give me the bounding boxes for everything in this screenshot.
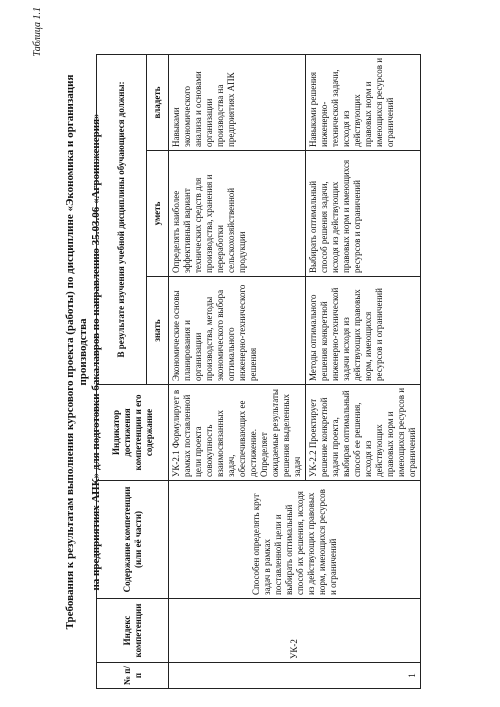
row-num: 1	[169, 663, 421, 689]
master-1: Навыками экономического анализа и основами организации производства на предприятиях АПК	[169, 55, 306, 151]
row-content: Способен определять круг задач в рамках поставленной цели и выбирать оптимальный способ их решения, исходя из действующих правовых норм, имеющихся ресурсов и ограничений	[169, 481, 421, 599]
title-line-2: на предприятиях АПК» для подготовки бакалавров по направлению 35.03.06 «Агроинженерия»	[90, 113, 102, 591]
header-code: Индекс компетенции	[97, 599, 169, 663]
can-1: Определять наиболее эффективный вариант технических средств для производства, хранения и переработки сельскохозяйственной продукции	[169, 151, 306, 277]
header-know: знать	[147, 277, 169, 385]
indicator-2: УК-2.2 Проектирует решение конкретной задачи проекта, выбирая оптимальный способ ее решения, исходя из действующих правовых норм и имеющихся ресурсов и ограничений	[306, 385, 421, 481]
header-row-1	[97, 55, 147, 689]
table-number: Таблица 1.1	[32, 7, 43, 57]
title-line-1: Требования к результатам выполнения курсового проекта (работы) по дисциплине «Экономика и организация производства	[64, 74, 89, 630]
header-indicator: Индикатор достижения компетенции и его содержание	[97, 385, 169, 481]
header-master: владеть	[147, 55, 169, 151]
table-row	[169, 55, 306, 689]
can-2: Выбирать оптимальный способ решения задачи, исходя из действующих правовых норм и имеющихся ресурсов и ограничений	[306, 151, 421, 277]
master-2: Навыками решения инженерно-технической задачи, исходя из действующих правовых норм и имеющихся ресурсов и ограничений	[306, 55, 421, 151]
requirements-table	[96, 54, 421, 689]
header-results: В результате изучения учебной дисциплины обучающиеся должны:	[97, 55, 147, 385]
header-can: уметь	[147, 151, 169, 277]
row-code: УК-2	[169, 599, 421, 663]
know-1: Экономические основы планирования и организации производства, методы экономического выбора оптимального инженерно-технического решения	[169, 277, 306, 385]
indicator-1: УК-2.1 Формулирует в рамках поставленной цели проекта совокупность взаимосвязанных задач, обеспечивающих ее достижение. Определяет ожидаемые результаты решения выделенных задач	[169, 385, 306, 481]
know-2: Методы оптимального решения конкретной инженерно-технической задачи исходя из действующих правовых норм, имеющихся ресурсов и ограничений	[306, 277, 421, 385]
header-num: № п/п	[97, 663, 169, 689]
header-content: Содержание компетенции (или её части)	[97, 481, 169, 599]
